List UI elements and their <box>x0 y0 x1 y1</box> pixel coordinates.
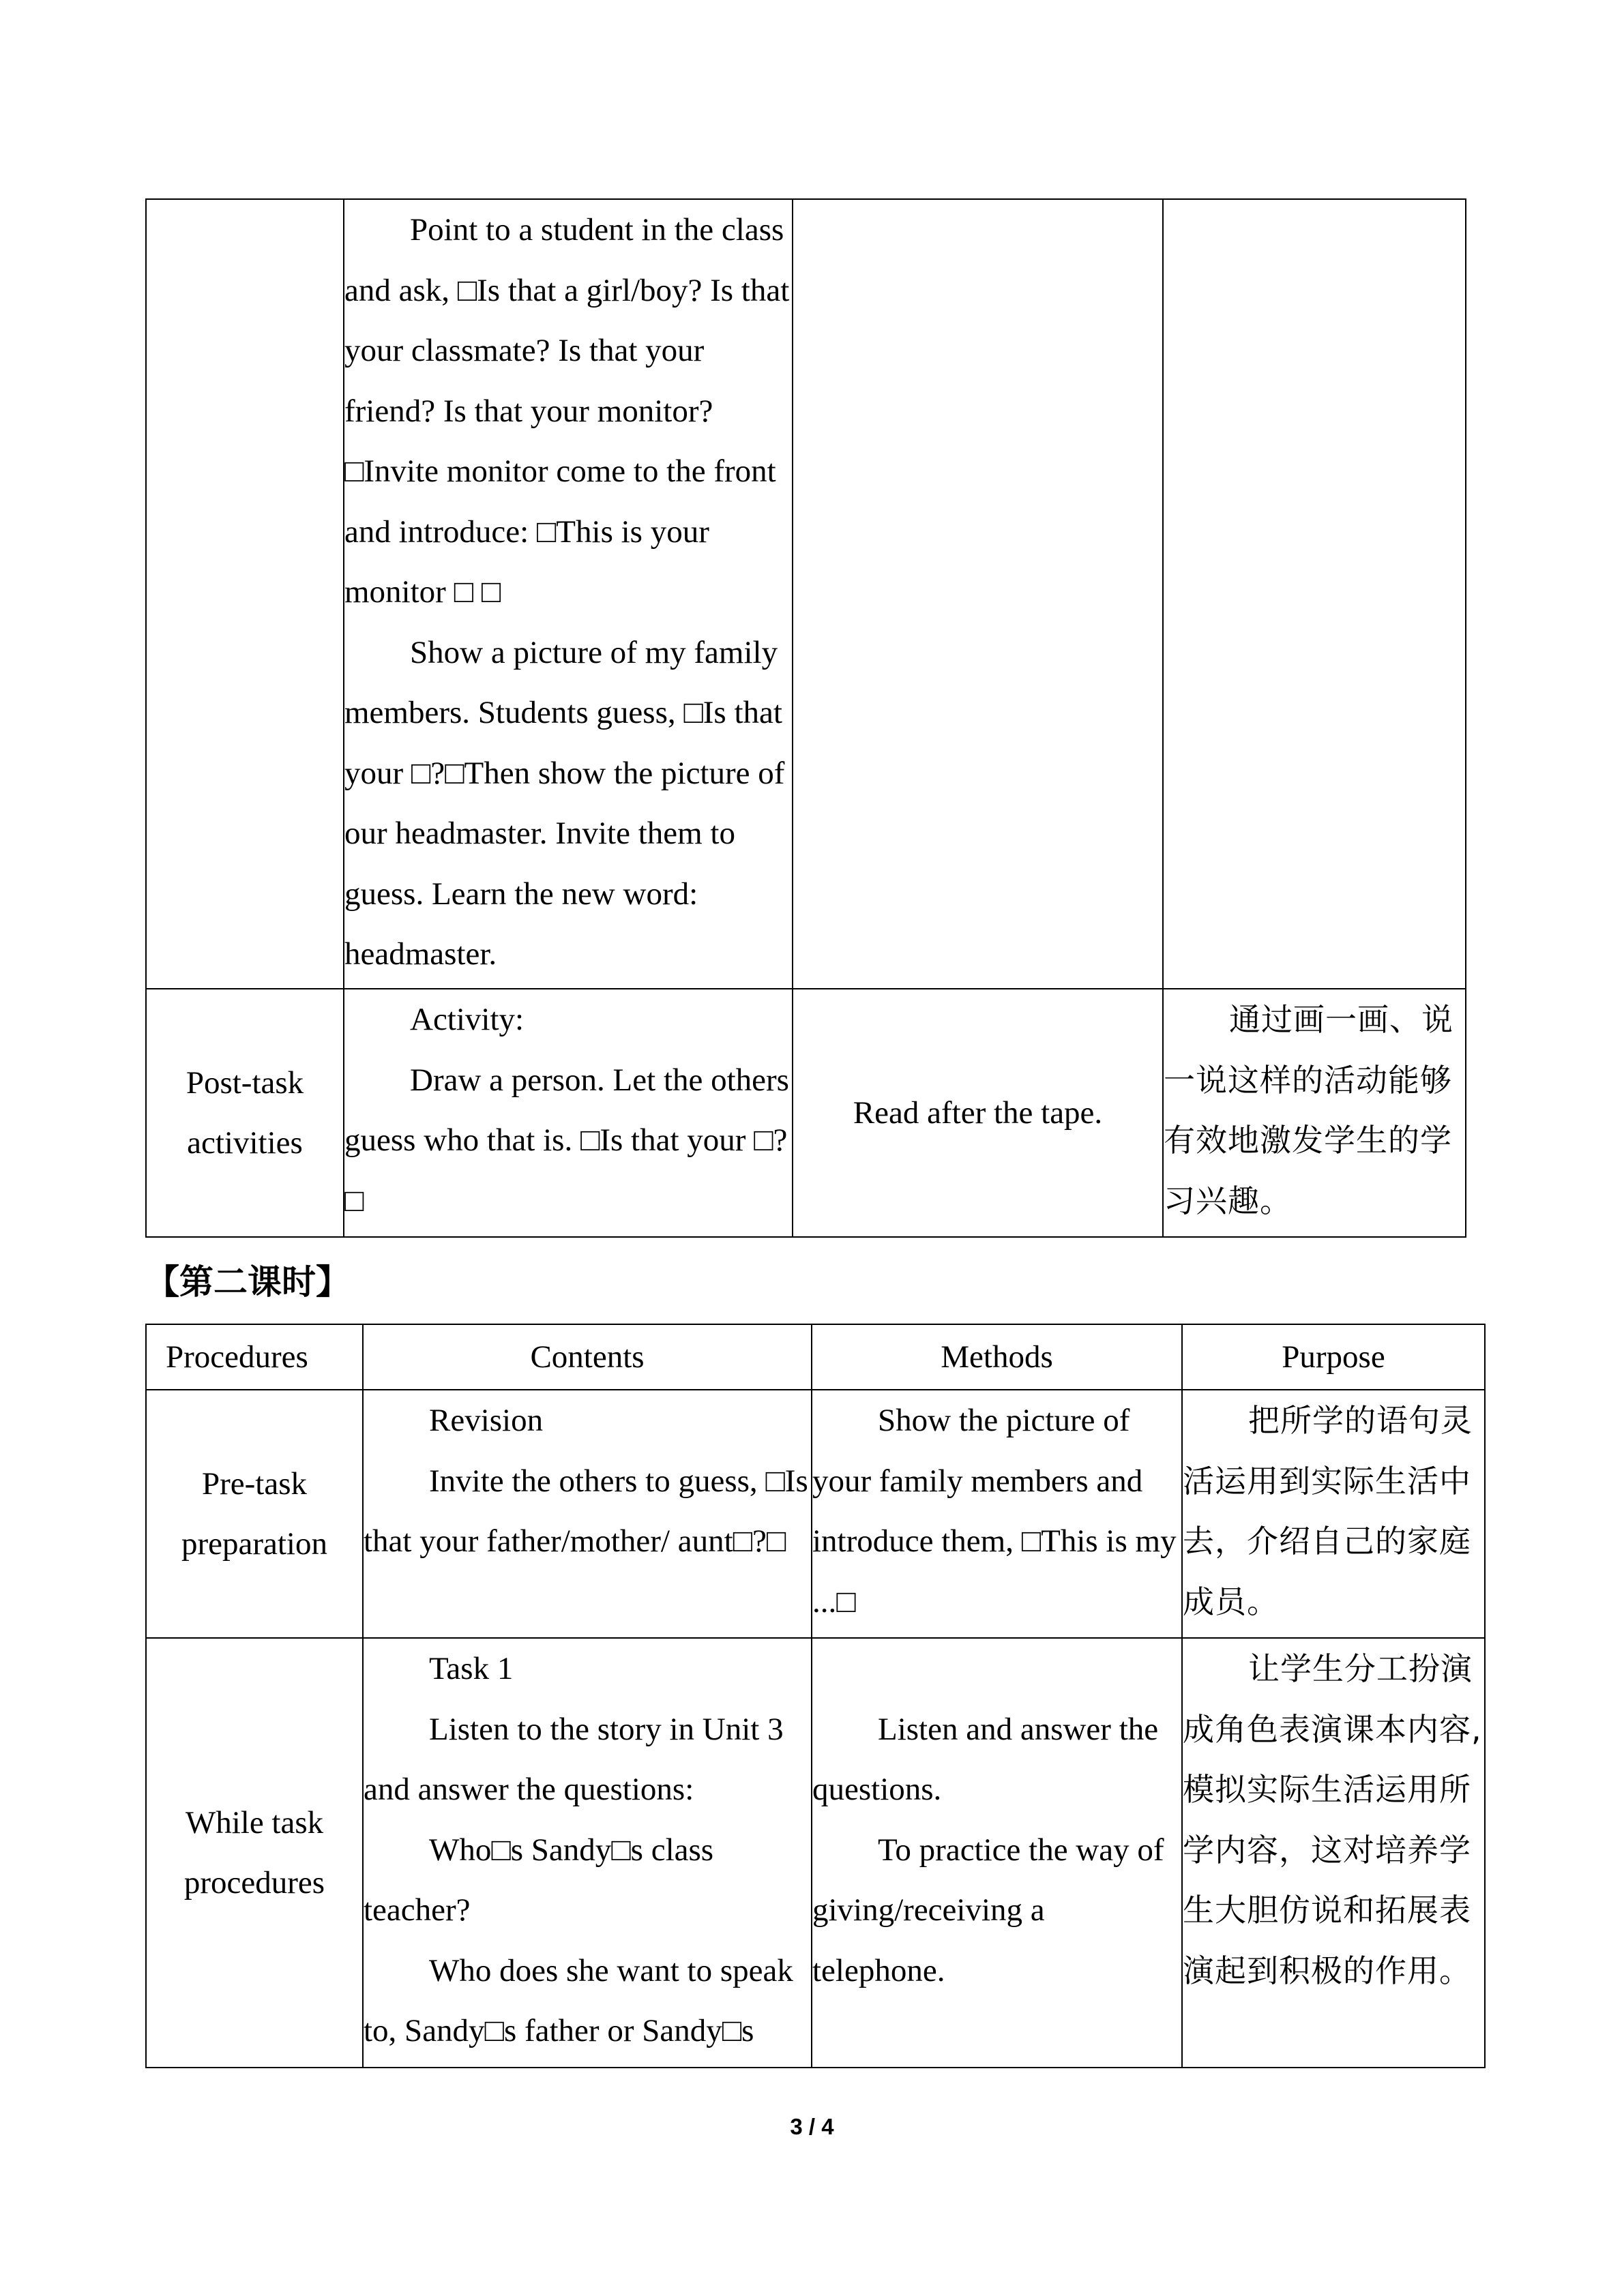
contents-paragraph: Task 1 <box>429 1651 514 1686</box>
methods-paragraph: Show the picture of your family members and introduce them, □This is my ...□ <box>812 1403 1177 1620</box>
methods-cell <box>793 199 1163 989</box>
contents-paragraph: Listen to the story in Unit 3 and answer the questions: <box>364 1711 784 1807</box>
procedure-cell: Post-task activities <box>146 989 344 1237</box>
methods-cell <box>812 1638 1182 2068</box>
header-methods: Methods <box>812 1324 1182 1390</box>
contents-paragraph: Invite the others to guess, □Is that your father/mother/ aunt□?□ <box>364 1463 808 1559</box>
page-number: 3 / 4 <box>790 2114 834 2139</box>
procedure-cell: While task procedures <box>146 1638 363 2068</box>
section-heading: 【第二课时】 <box>145 1262 350 1302</box>
header-purpose: Purpose <box>1182 1324 1485 1390</box>
lesson-table-1 <box>145 198 1466 1238</box>
contents-paragraph: Activity: <box>410 1002 525 1037</box>
contents-cell <box>363 1390 812 1638</box>
methods-cell <box>812 1390 1182 1638</box>
purpose-text: 通过画一画、说一说这样的活动能够有效地激发学生的学习兴趣。 <box>1164 1001 1453 1219</box>
contents-paragraph: Revision <box>429 1403 544 1438</box>
contents-paragraph: Point to a student in the class and ask, □Is that a girl/boy? Is that your classmate? Is that your friend? Is that your monitor?□Invite monitor come to the front and introduce: □This is your monitor □ □ <box>344 212 790 610</box>
table-header-row <box>146 1324 1485 1390</box>
contents-cell <box>344 989 793 1237</box>
lesson-table-2 <box>145 1324 1486 2068</box>
contents-cell <box>363 1638 812 2068</box>
methods-cell: Read after the tape. <box>793 989 1163 1237</box>
contents-paragraph: Who□s Sandy□s class teacher? <box>364 1832 714 1928</box>
purpose-cell <box>1163 989 1466 1237</box>
purpose-cell <box>1182 1638 1485 2068</box>
contents-paragraph: Who does she want to speak to, Sandy□s father or Sandy□s <box>364 1952 793 2048</box>
header-procedures: Procedures <box>146 1324 363 1390</box>
procedure-cell <box>146 199 344 989</box>
contents-paragraph: Draw a person. Let the others guess who that is. □Is that your □?□ <box>344 1062 789 1219</box>
methods-paragraph: Listen and answer the questions. <box>812 1711 1159 1807</box>
contents-paragraph: Show a picture of my family members. Students guess, □Is that your □?□Then show the picture of our headmaster. Invite them to guess. Learn the new word: headmaster. <box>344 634 785 972</box>
header-contents: Contents <box>363 1324 812 1390</box>
table-row <box>146 199 1466 989</box>
purpose-cell <box>1163 199 1466 989</box>
purpose-text: 把所学的语句灵活运用到实际生活中去，介绍自己的家庭成员。 <box>1183 1402 1473 1620</box>
purpose-cell <box>1182 1390 1485 1638</box>
procedure-cell: Pre-task preparation <box>146 1390 363 1638</box>
contents-cell <box>344 199 793 989</box>
table-row <box>146 1638 1485 2068</box>
purpose-text: 让学生分工扮演成角色表演课本内容,模拟实际生活运用所学内容，这对培养学生大胆仿说和拓展表演起到积极的作用。 <box>1183 1650 1482 1989</box>
table-row <box>146 989 1466 1237</box>
methods-paragraph: To practice the way of giving/receiving a telephone. <box>812 1832 1164 1988</box>
table-row <box>146 1390 1485 1638</box>
